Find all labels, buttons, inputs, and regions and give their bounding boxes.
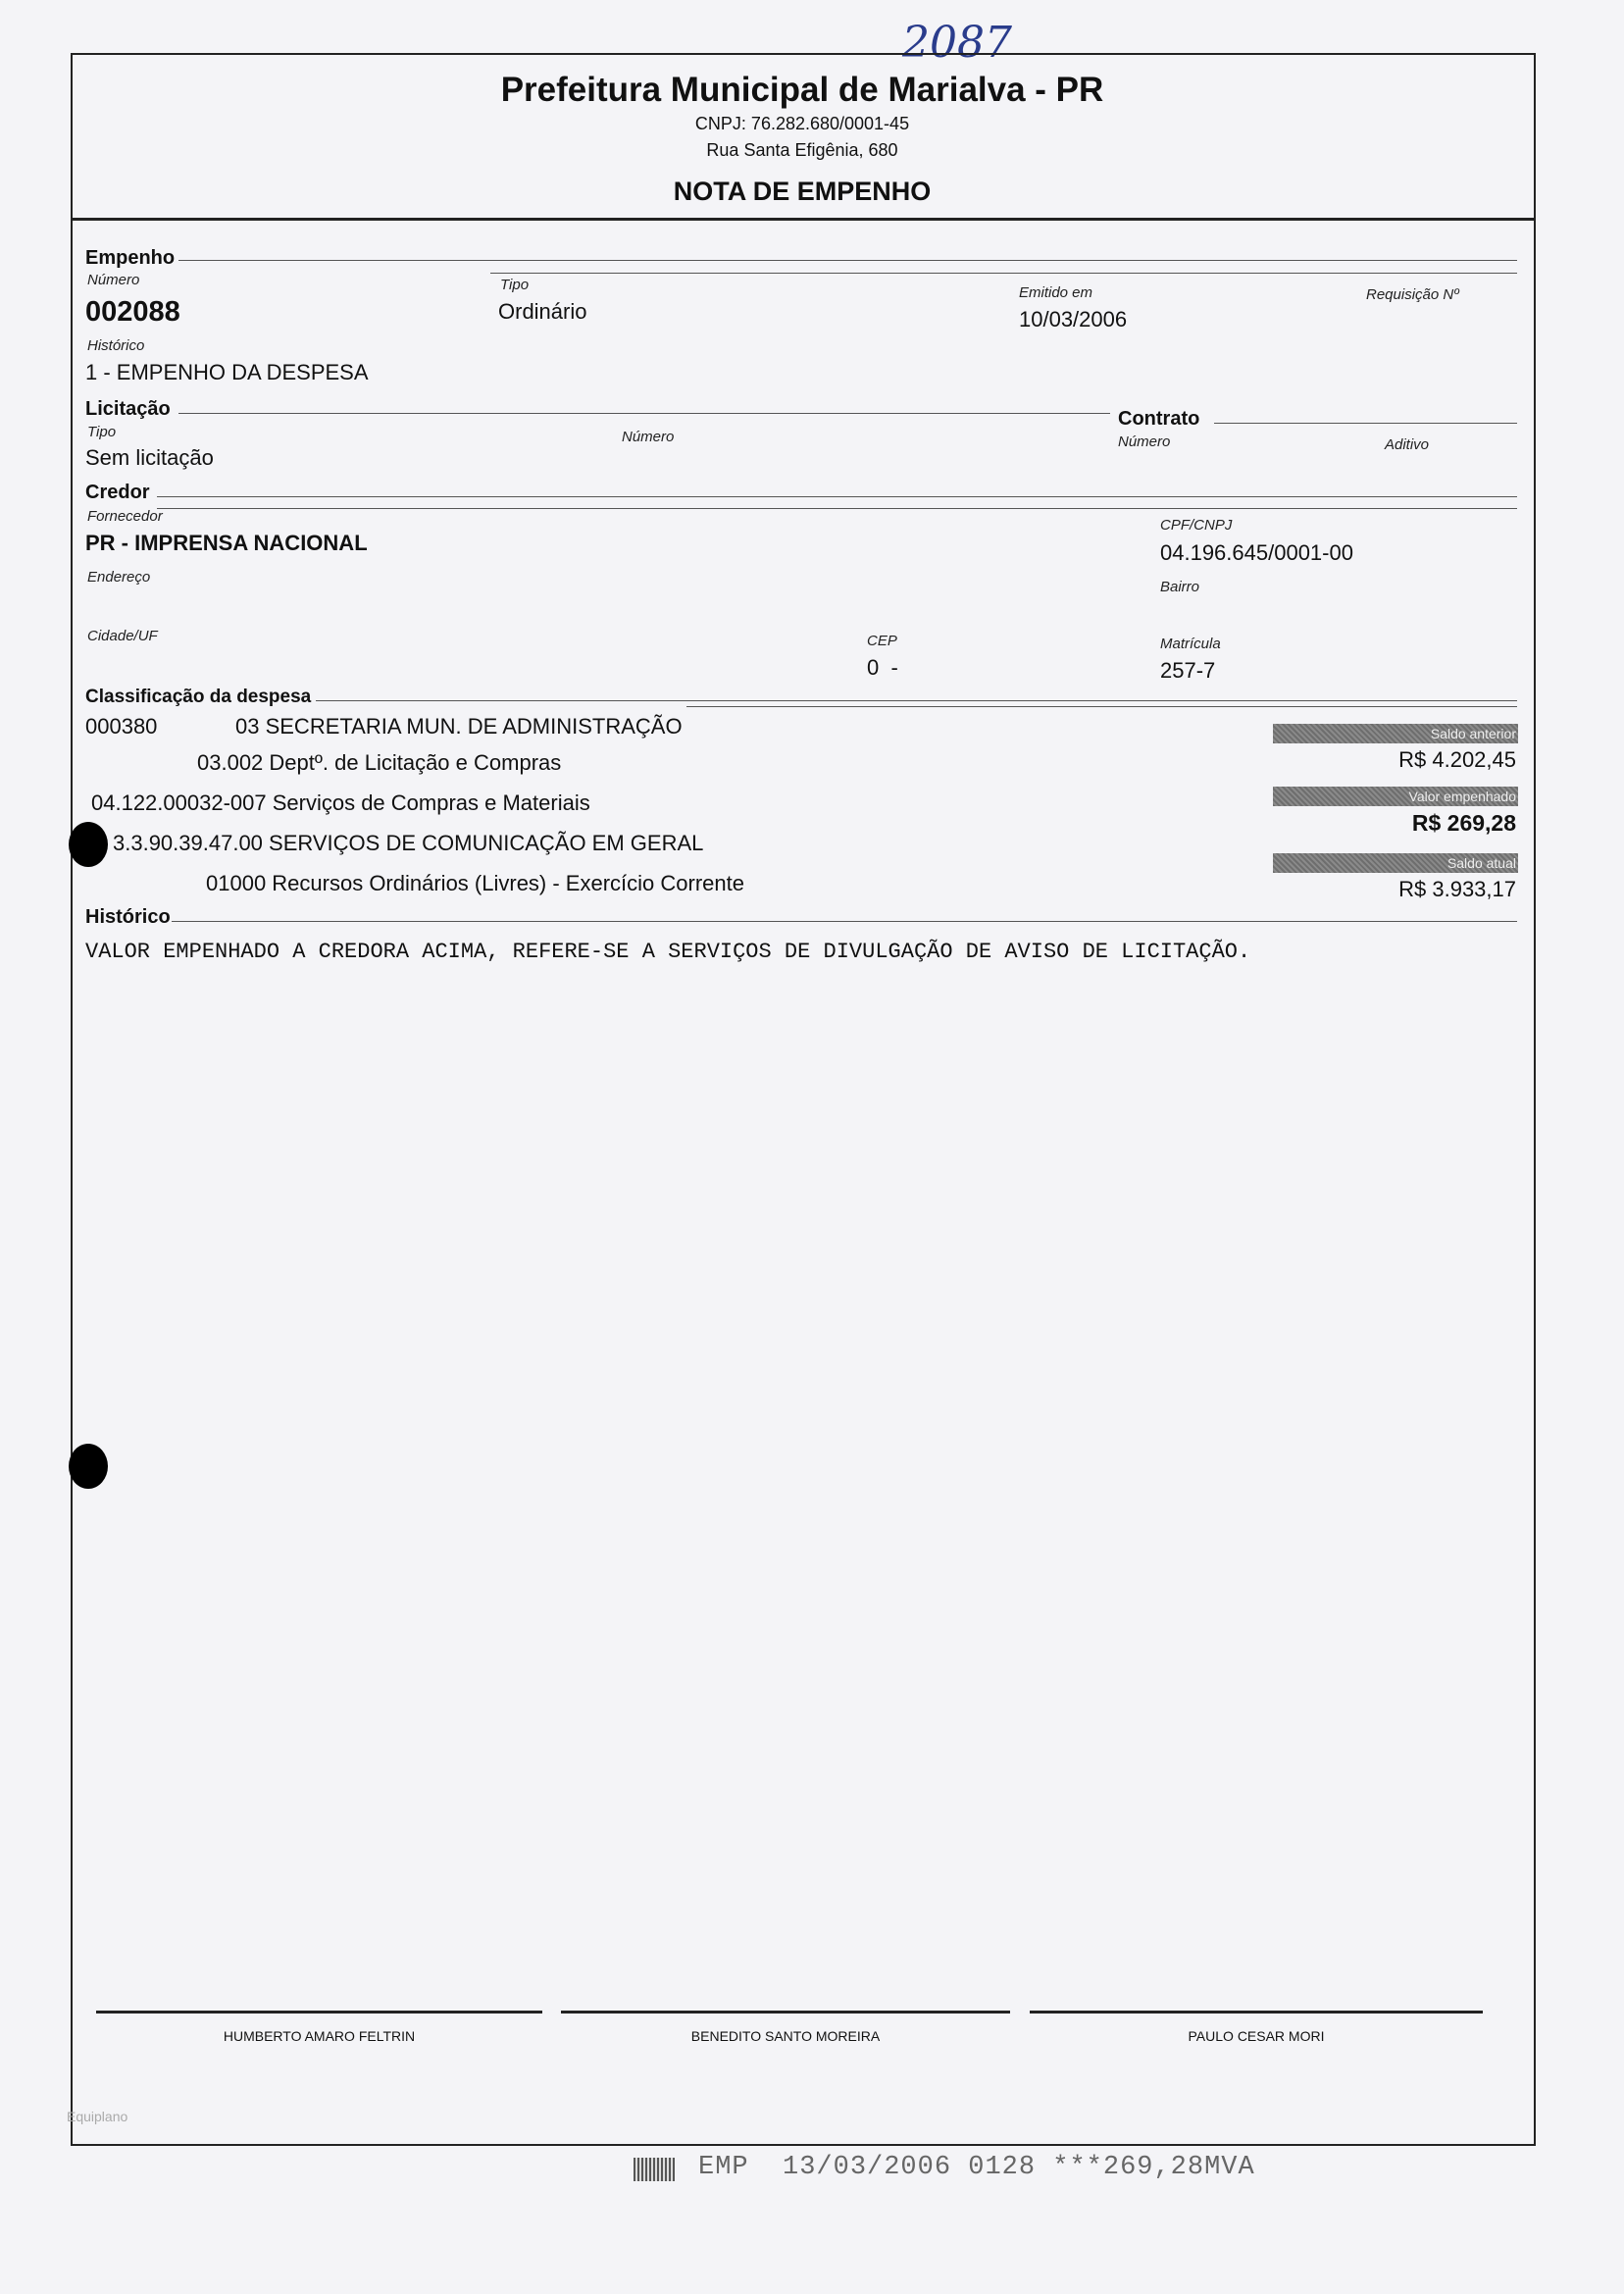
software-brand: Equiplano xyxy=(67,2109,128,2124)
classificacao-departamento: 03.002 Deptº. de Licitação e Compras xyxy=(197,750,562,775)
cpf-cnpj-label: CPF/CNPJ xyxy=(1160,517,1233,534)
signatory-1: HUMBERTO AMARO FELTRIN xyxy=(223,2028,416,2044)
document-title: NOTA DE EMPENHO xyxy=(673,177,932,206)
endereco-label: Endereço xyxy=(87,569,151,586)
punch-hole xyxy=(69,822,108,867)
section-rule xyxy=(316,700,1517,701)
saldo-anterior-label: Saldo anterior xyxy=(1430,726,1516,741)
cep-label: CEP xyxy=(867,633,897,649)
section-rule xyxy=(1214,423,1517,424)
section-contrato: Contrato xyxy=(1118,408,1200,430)
handwritten-page-number: 2087 xyxy=(902,18,1012,68)
contrato-aditivo-label: Aditivo xyxy=(1385,436,1430,453)
empenho-numero: 002088 xyxy=(85,296,180,328)
signature-line xyxy=(1030,2011,1483,2014)
valor-empenhado-value: R$ 269,28 xyxy=(1411,810,1516,836)
punch-hole xyxy=(69,1444,108,1489)
signature-line xyxy=(96,2011,542,2014)
matricula-value: 257-7 xyxy=(1160,658,1216,683)
fornecedor-name: PR - IMPRENSA NACIONAL xyxy=(85,531,368,555)
section-rule xyxy=(686,706,1517,707)
print-stamp: EMP 13/03/2006 0128 ***269,28MVA xyxy=(698,2153,1255,2182)
licitacao-numero-label: Número xyxy=(622,429,675,445)
section-rule xyxy=(490,273,1517,274)
section-historico: Histórico xyxy=(85,906,171,928)
section-empenho: Empenho xyxy=(85,247,176,269)
saldo-atual-value: R$ 3.933,17 xyxy=(1398,877,1516,901)
section-licitacao: Licitação xyxy=(85,398,171,420)
empenho-tipo: Ordinário xyxy=(498,299,587,324)
organization-name: Prefeitura Municipal de Marialva - PR xyxy=(500,71,1104,109)
section-classificacao: Classificação da despesa xyxy=(85,687,312,707)
section-rule xyxy=(157,508,1517,509)
classificacao-elemento: 3.3.90.39.47.00 SERVIÇOS DE COMUNICAÇÃO EM GERAL xyxy=(113,831,704,855)
empenho-historico-label: Histórico xyxy=(87,337,145,354)
signatory-3: PAULO CESAR MORI xyxy=(1188,2028,1325,2044)
saldo-atual-bar xyxy=(1273,853,1518,873)
emitido-date: 10/03/2006 xyxy=(1019,307,1128,331)
cpf-cnpj-value: 04.196.645/0001-00 xyxy=(1160,540,1353,565)
classificacao-programa: 04.122.00032-007 Serviços de Compras e Materiais xyxy=(91,790,590,815)
licitacao-tipo-label: Tipo xyxy=(87,424,117,440)
fornecedor-label: Fornecedor xyxy=(87,508,163,525)
organization-address: Rua Santa Efigênia, 680 xyxy=(706,140,898,160)
empenho-numero-label: Número xyxy=(87,272,140,288)
section-rule xyxy=(172,921,1517,922)
licitacao-tipo: Sem licitação xyxy=(85,445,214,470)
saldo-anterior-bar xyxy=(1273,724,1518,743)
signatory-2: BENEDITO SANTO MOREIRA xyxy=(690,2028,881,2044)
section-rule xyxy=(157,496,1517,497)
saldo-anterior-value: R$ 4.202,45 xyxy=(1398,747,1516,772)
section-rule xyxy=(178,413,1110,414)
cidade-uf-label: Cidade/UF xyxy=(87,628,158,644)
section-credor: Credor xyxy=(85,482,150,503)
historico-text: VALOR EMPENHADO A CREDORA ACIMA, REFERE-SE A SERVIÇOS DE DIVULGAÇÃO DE AVISO DE LICITAÇÃO. xyxy=(85,940,1251,964)
header-divider xyxy=(71,218,1534,221)
emitido-label: Emitido em xyxy=(1019,284,1093,301)
bairro-label: Bairro xyxy=(1160,579,1200,595)
barcode-mark xyxy=(634,2158,675,2181)
valor-empenhado-bar xyxy=(1273,787,1518,806)
organization-cnpj: CNPJ: 76.282.680/0001-45 xyxy=(694,114,910,133)
saldo-atual-label: Saldo atual xyxy=(1446,855,1516,871)
classificacao-recurso: 01000 Recursos Ordinários (Livres) - Exercício Corrente xyxy=(206,871,744,895)
contrato-numero-label: Número xyxy=(1118,433,1171,450)
valor-empenhado-label: Valor empenhado xyxy=(1408,789,1516,804)
matricula-label: Matrícula xyxy=(1160,636,1221,652)
section-rule xyxy=(178,260,1517,261)
empenho-tipo-label: Tipo xyxy=(500,277,530,293)
empenho-historico: 1 - EMPENHO DA DESPESA xyxy=(85,360,369,384)
cep-value: 0 - xyxy=(867,655,898,680)
classificacao-secretaria: 03 SECRETARIA MUN. DE ADMINISTRAÇÃO xyxy=(235,714,683,739)
signature-line xyxy=(561,2011,1010,2014)
classificacao-code: 000380 xyxy=(85,714,158,739)
requisicao-label: Requisição Nº xyxy=(1366,286,1459,303)
